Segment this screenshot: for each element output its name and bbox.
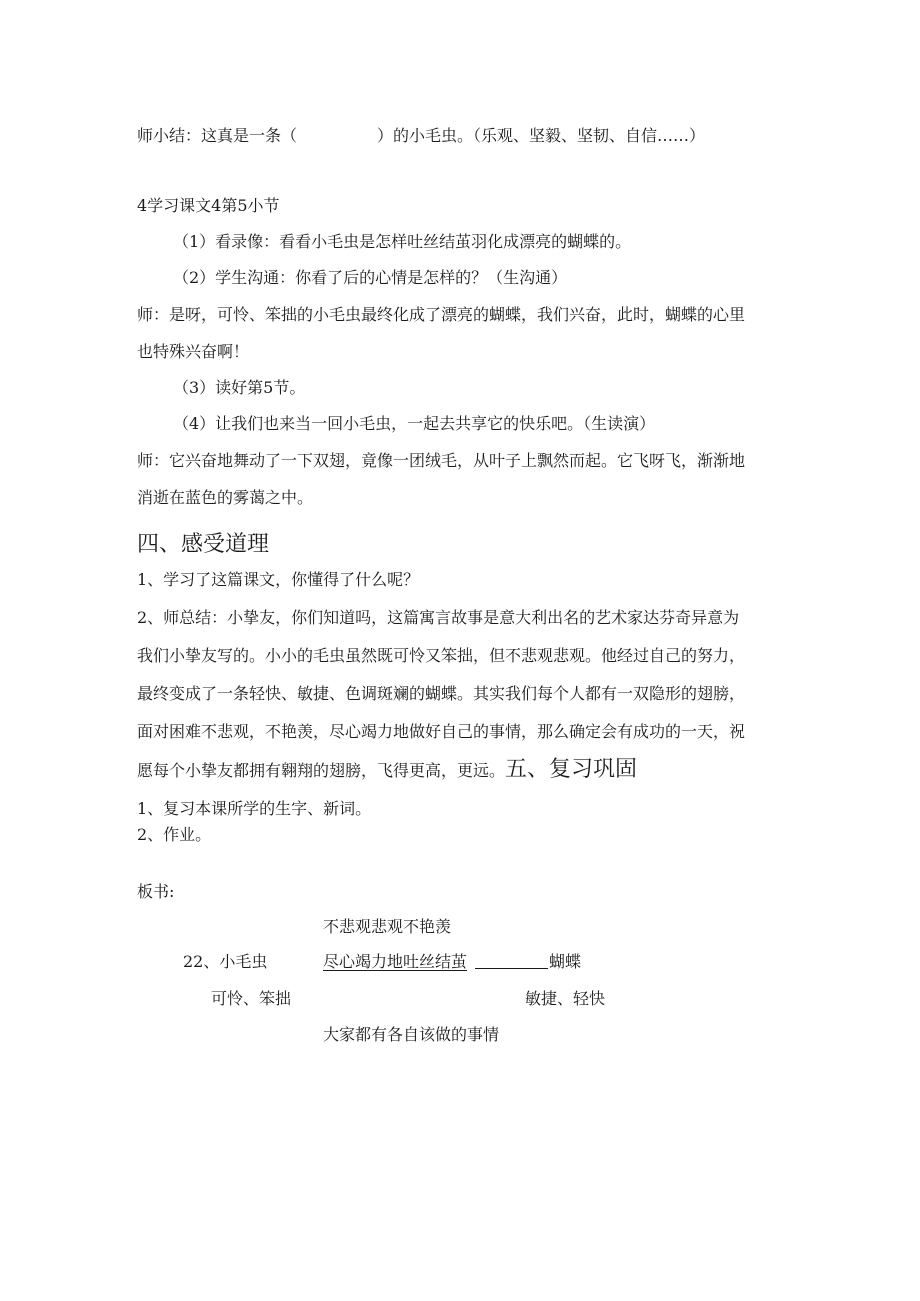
board-right-traits: 敏捷、轻快	[525, 989, 606, 1008]
section-4-paragraph-line: 面对困难不悲观，不艳羡，尽心竭力地做好自己的事情，那么确定会有成功的一天，祝	[137, 722, 746, 741]
section-heading-5: 五、复习巩固	[505, 757, 638, 782]
board-bottom-line: 大家都有各自该做的事情	[323, 1025, 500, 1044]
teacher-summary-line: 师小结：这真是一条（ ）的小毛虫。（乐观、坚毅、坚韧、自信……）	[137, 126, 706, 145]
section-heading-4: 四、感受道理	[137, 532, 270, 557]
teacher-paragraph-line: 也特殊兴奋啊！	[137, 342, 250, 361]
teacher-paragraph-line: 消逝在蓝色的雾蔼之中。	[137, 488, 314, 507]
board-arrow-line	[475, 968, 548, 969]
teacher-paragraph-line: 师：是呀，可怜、笨拙的小毛虫最终化成了漂亮的蝴蝶，我们兴奋，此时，蝴蝶的心里	[137, 305, 746, 324]
teacher-paragraph-line: 师：它兴奋地舞动了一下双翅，竟像一团绒毛，从叶子上飘然而起。它飞呀飞，渐渐地	[137, 451, 746, 470]
list-item: （2）学生沟通：你看了后的心情是怎样的？（生沟通）	[173, 268, 568, 287]
section-4-closing-text: 愿每个小挚友都拥有翱翔的翅膀，飞得更高，更远。	[137, 761, 506, 780]
list-item: （3）读好第5节。	[173, 378, 306, 397]
section-5-item: 1、复习本课所学的生字、新词。	[137, 799, 372, 818]
board-middle-line: 尽心竭力地吐丝结茧	[323, 952, 468, 971]
section-5-item: 2、作业。	[137, 825, 212, 844]
section-4-paragraph-line: 最终变成了一条轻快、敏捷、色调斑斓的蝴蝶。其实我们每个人都有一双隐形的翅膀，	[137, 684, 746, 703]
section-4-question: 1、学习了这篇课文，你懂得了什么呢？	[137, 570, 420, 589]
board-top-line: 不悲观悲观不艳羡	[323, 917, 452, 936]
section-4-last-line	[137, 757, 638, 782]
section-4-paragraph-line: 我们小挚友写的。小小的毛虫虽然既可怜又笨拙，但不悲观悲观。他经过自己的努力，	[137, 646, 746, 665]
section-4-subtitle: 4学习课文4第5小节	[137, 196, 280, 215]
board-left-traits: 可怜、笨拙	[211, 989, 292, 1008]
board-title: 22、小毛虫	[183, 952, 268, 971]
list-item: （1）看录像：看看小毛虫是怎样吐丝结茧羽化成漂亮的蝴蝶的。	[173, 232, 632, 251]
list-item: （4）让我们也来当一回小毛虫，一起去共享它的快乐吧。（生读演）	[173, 414, 656, 433]
section-4-paragraph-line: 2、师总结：小挚友，你们知道吗，这篇寓言故事是意大利出名的艺术家达芬奇异意为	[137, 608, 740, 627]
board-butterfly: 蝴蝶	[549, 952, 582, 971]
board-label: 板书:	[137, 882, 175, 901]
